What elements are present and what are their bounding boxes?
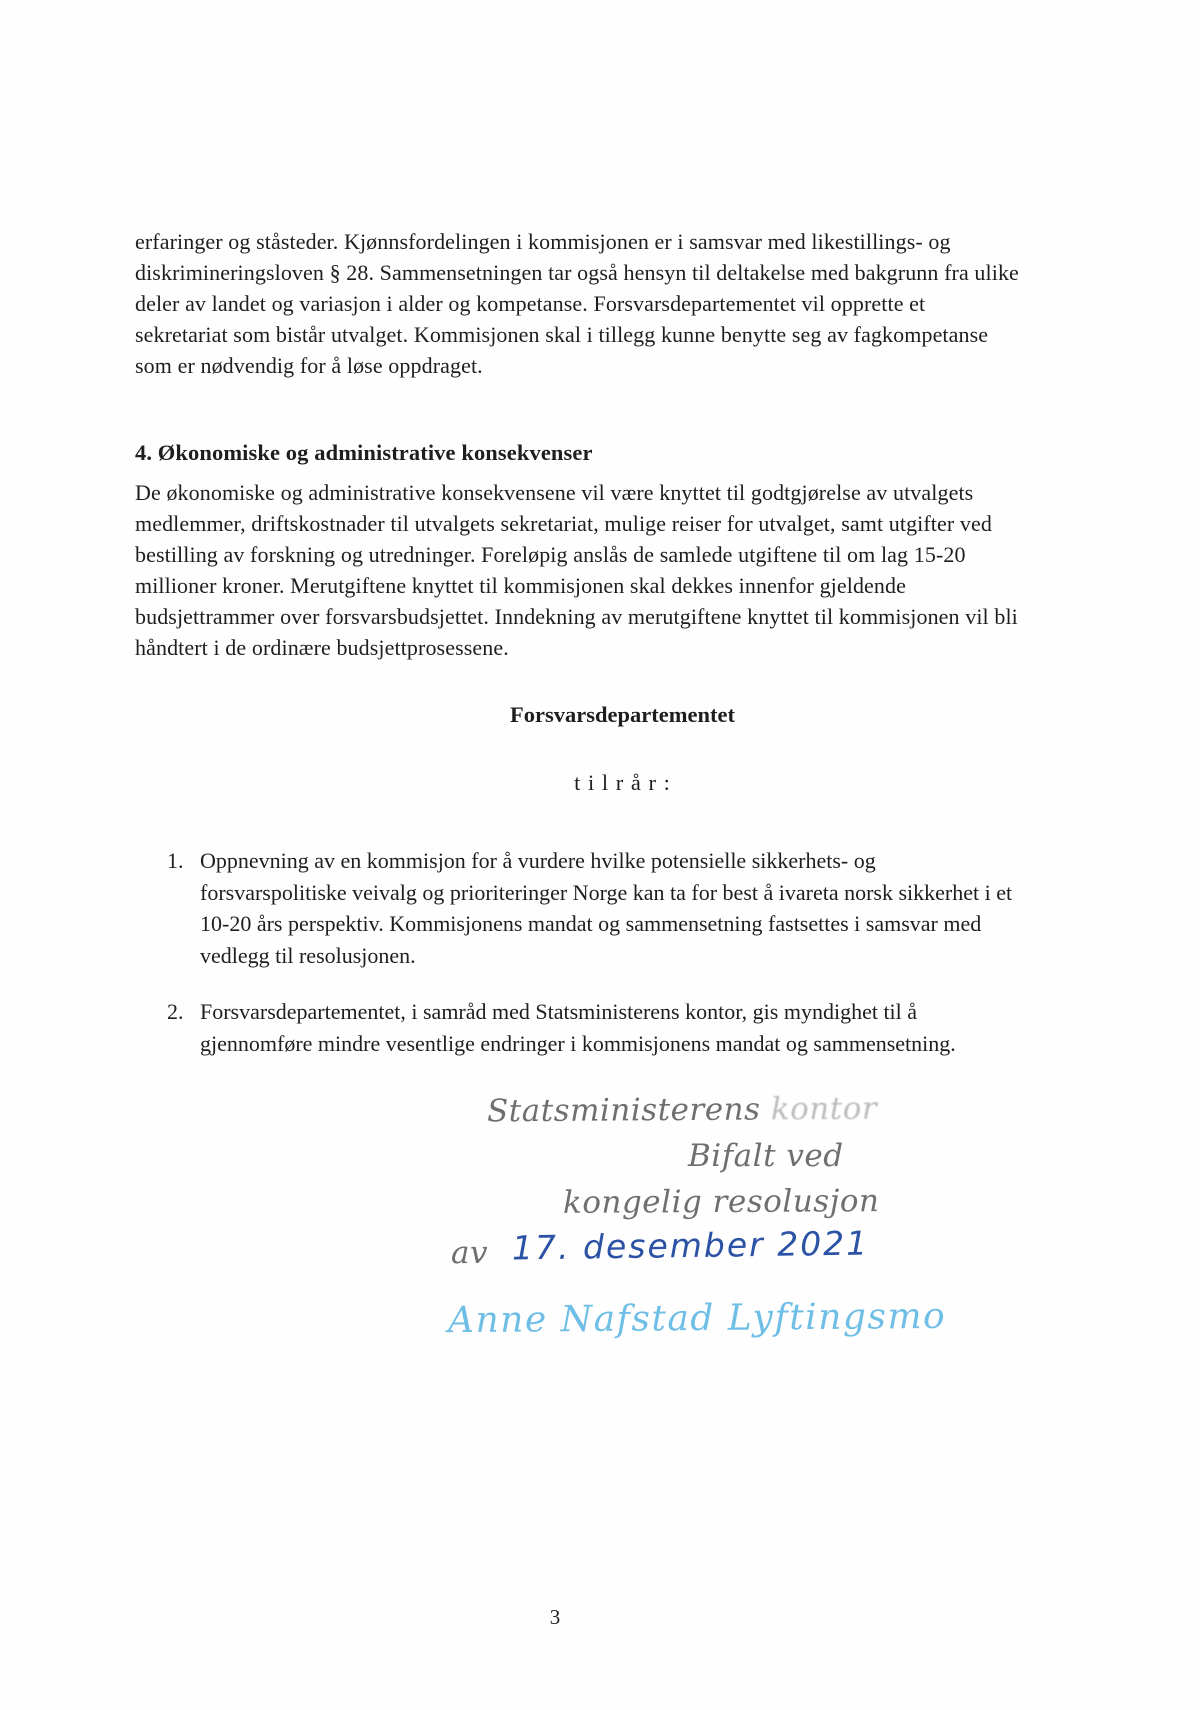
section-heading-4: 4. Økonomiske og administrative konsekvenser <box>135 440 593 465</box>
handwritten-date: 17. desember 2021 <box>511 1223 870 1268</box>
list-item-1-text: Oppnevning av en kommisjon for å vurdere hvilke potensielle sikkerhets- og forsvarspolitiske veivalg og prioriteringer Norge kan ta for best å ivareta norsk sikkerhet i et 10-20 års perspektiv. Kommisjonens mandat og sammensetning fastsettes i samsvar med vedlegg til resolusjonen. <box>200 848 1013 968</box>
tilrar-line: t i l r å r : <box>574 770 671 795</box>
signature-handwritten: Anne Nafstad Lyftingsmo <box>447 1295 947 1342</box>
body-paragraph-continuation: erfaringer og ståsteder. Kjønnsfordelingen i kommisjonen er i samsvar med likestillings- og diskrimineringsloven § 28. Sammensetningen tar også hensyn til deltakelse med bakgrunn fra ulike deler av landet og variasjon i alder og kompetanse. Forsvarsdepartementet vil opprette et sekretariat som bistår utvalget. Kommisjonen skal i tillegg kunne benytte seg av fagkompetanse som er nødvendig for å løse oppdraget. <box>135 229 1019 378</box>
department-heading: Forsvarsdepartementet <box>510 702 735 727</box>
approval-stamp-line-bifalt: Bifalt ved <box>688 1138 844 1174</box>
list-item-1 <box>167 845 1027 971</box>
list-item-2 <box>167 996 1027 1059</box>
list-item-1-number: 1. <box>167 848 184 873</box>
approval-stamp-line-av: av <box>451 1235 488 1271</box>
approval-stamp-line-office <box>487 1091 877 1130</box>
list-item-2-text: Forsvarsdepartementet, i samråd med Statsministerens kontor, gis myndighet til å gjennomføre mindre vesentlige endringer i kommisjonens mandat og sammensetning. <box>200 999 956 1056</box>
approval-stamp-line-resolution: kongelig resolusjon <box>562 1183 880 1221</box>
list-item-2-number: 2. <box>167 999 184 1024</box>
body-paragraph-economy: De økonomiske og administrative konsekvensene vil være knyttet til godtgjørelse av utvalgets medlemmer, driftskostnader til utvalgets sekretariat, mulige reiser for utvalget, samt utgifter ved bestilling av forskning og utredninger. Foreløpig anslås de samlede utgiftene til om lag 15-20 millioner kroner. Merutgiftene knyttet til kommisjonen skal dekkes innenfor gjeldende budsjettrammer over forsvarsbudsjettet. Inndekning av merutgiftene knyttet til kommisjonen vil bli håndtert i de ordinære budsjettprosessene. <box>135 480 1018 660</box>
stamp-office-part2-faded: kontor <box>770 1090 878 1128</box>
page-number: 3 <box>549 1605 561 1629</box>
stamp-office-part1: Statsministerens <box>486 1091 771 1130</box>
